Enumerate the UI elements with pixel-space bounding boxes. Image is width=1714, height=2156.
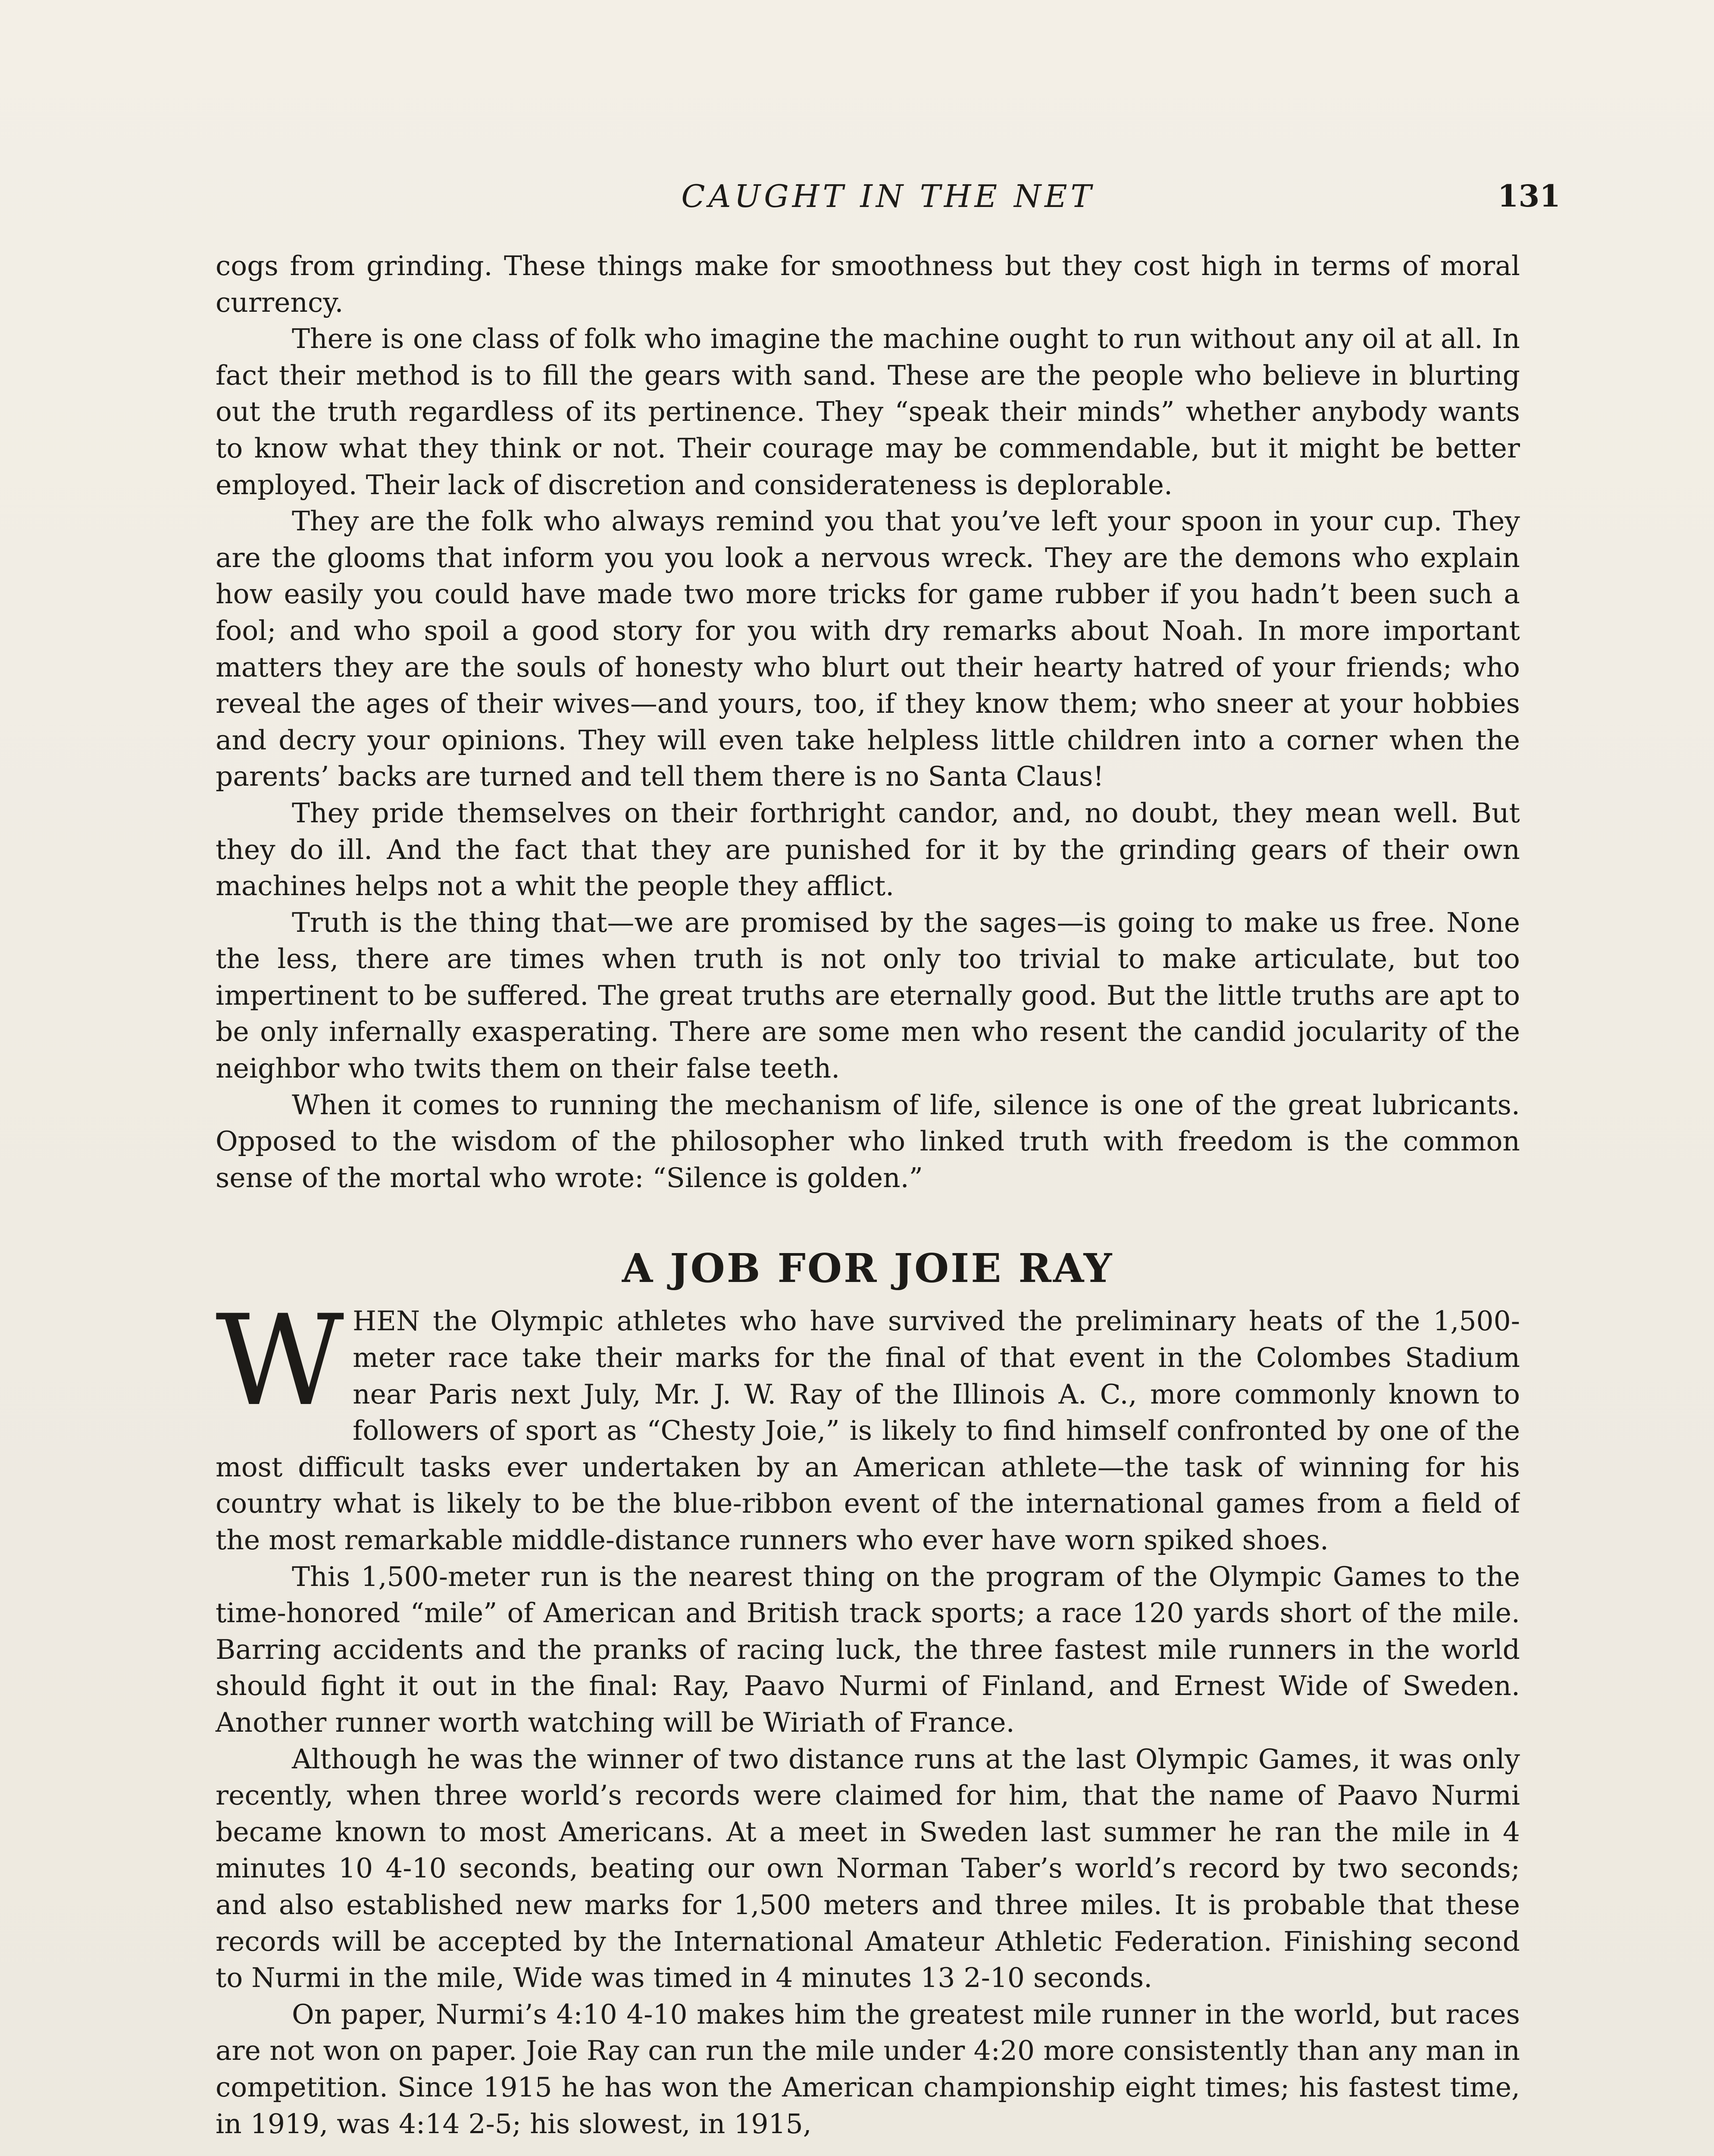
essay-paragraph: Truth is the thing that—we are promised by the sages—is going to make us free. None the less, there are times when truth is not only too trivial to make articulate, but too impertinent to be suffered. The great truths are eternally good. But the little truths are apt to be only infernally exasperating. There are some men who resent the candid jocularity of the neighbor who twits them on their false teeth. xyxy=(216,906,1520,1084)
article-paragraph: On paper, Nurmi’s 4:10 4-10 makes him the greatest mile runner in the world, but races are not won on paper. Joie Ray can run the mile under 4:20 more consistently than any man in competition. Since 1915 he has won the American championship eight times; his fastest time, in 1919, was 4:14 2-5; his slowest, in 1915, xyxy=(216,1998,1520,2140)
essay-paragraph: There is one class of folk who imagine the machine ought to run without any oil at all. In fact their method is to fill the gears with sand. These are the people who believe in blurting out the truth regardless of its pertinence. They “speak their minds” whether anybody wants to know what they think or not. Their courage may be commendable, but it might be better employed. Their lack of discretion and considerateness is deplorable. xyxy=(216,323,1520,501)
running-header xyxy=(216,172,1561,220)
article-opening xyxy=(216,1303,1520,1558)
article-paragraph: Although he was the winner of two distance runs at the last Olympic Games, it was only recently, when three world’s records were claimed for him, that the name of Paavo Nurmi became known to most Americans. At a meet in Sweden last summer he ran the mile in 4 minutes 10 4-10 seconds, beating our own Norman Taber’s world’s record by two seconds; and also established new marks for 1,500 meters and three miles. It is probable that these records will be accepted by the International Amateur Athletic Federation. Finishing second to Nurmi in the mile, Wide was timed in 4 minutes 13 2-10 seconds. xyxy=(216,1743,1520,1994)
drop-cap: W xyxy=(216,1303,344,1434)
running-title: CAUGHT IN THE NET xyxy=(681,178,1095,214)
essay-paragraph-continued: cogs from grinding. These things make for smoothness but they cost high in terms of moral currency. xyxy=(216,250,1520,318)
article-opening-paragraph: HEN the Olympic athletes who have survived the preliminary heats of the 1,500-meter race take their marks for the final of that event in the Colombes Stadium near Paris next July, Mr. J. W. Ray of the Illinois A. C., more commonly known to followers of sport as “Chesty Joie,” is likely to find himself confronted by one of the most difficult tasks ever undertaken by an American athlete—the task of winning for his country what is likely to be the blue-ribbon event of the international games from a field of the most remarkable middle-distance runners who ever have worn spiked shoes. xyxy=(216,1305,1520,1556)
essay-paragraph: They pride themselves on their forthright candor, and, no doubt, they mean well. But they do ill. And the fact that they are punished for it by the grinding gears of their own machines helps not a whit the people they afflict. xyxy=(216,797,1520,902)
article-title: A JOB FOR JOIE RAY xyxy=(622,1245,1114,1292)
article-paragraph: This 1,500-meter run is the nearest thing on the program of the Olympic Games to the time-honored “mile” of American and British track sports; a race 120 yards short of the mile. Barring accidents and the pranks of racing luck, the three fastest mile runners in the world should fight it out in the final: Ray, Paavo Nurmi of Finland, and Ernest Wide of Sweden. Another runner worth watching will be Wiriath of France. xyxy=(216,1561,1520,1738)
page-number: 131 xyxy=(1497,178,1561,214)
text-column xyxy=(216,248,1520,2142)
essay-paragraph: When it comes to running the mechanism of life, silence is one of the great lubricants. Opposed to the wisdom of the philosopher who linked truth with freedom is the common sense of the mortal who wrote: “Silence is golden.” xyxy=(216,1089,1520,1194)
essay-paragraph: They are the folk who always remind you that you’ve left your spoon in your cup. They are the glooms that inform you you look a nervous wreck. They are the demons who explain how easily you could have made two more tricks for game rubber if you hadn’t been such a fool; and who spoil a good story for you with dry remarks about Noah. In more important matters they are the souls of honesty who blurt out their hearty hatred of your friends; who reveal the ages of their wives—and yours, too, if they know them; who sneer at your hobbies and decry your opinions. They will even take helpless little children into a corner when the parents’ backs are turned and tell them there is no Santa Claus! xyxy=(216,505,1520,793)
